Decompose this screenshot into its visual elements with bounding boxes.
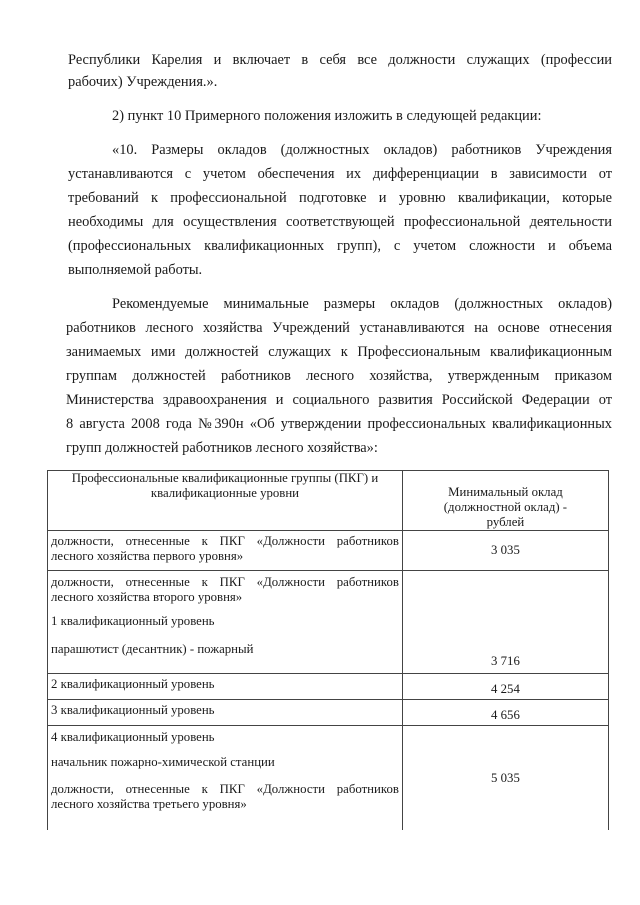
group-cell xyxy=(48,726,403,831)
header-text: квалификационные уровни xyxy=(150,486,300,500)
table-row xyxy=(48,726,609,831)
cell-text: 3 квалификационный уровень xyxy=(51,703,215,717)
group-cell xyxy=(48,531,403,571)
text-line: Республики Карелия и включает в себя все должности служащих (профессии xyxy=(68,52,612,68)
cell-text: 2 квалификационный уровень xyxy=(51,677,215,691)
cell-text: начальник пожарно-химической станции xyxy=(51,755,275,769)
cell-text: должности, отнесенные к ПКГ «Должности работников xyxy=(51,782,399,796)
header-text: Минимальный оклад xyxy=(448,485,563,499)
salary-cell xyxy=(402,571,608,674)
text-line: Министерства здравоохранения и социального развития Российской Федерации от xyxy=(66,392,612,408)
text-line: работников лесного хозяйства Учреждений устанавливаются на основе отнесения xyxy=(66,320,612,336)
text-line: устанавливаются с учетом обеспечения их дифференциации в зависимости от xyxy=(68,166,612,182)
header-cell-groups xyxy=(48,471,403,531)
text-line: рабочих) Учреждения.». xyxy=(68,74,218,90)
header-cell-salary xyxy=(402,471,608,531)
table-row xyxy=(48,531,609,571)
text-line: (профессиональных квалификационных групп), с учетом сложности и объема xyxy=(68,238,612,254)
table-row xyxy=(48,571,609,674)
text-line: «10. Размеры окладов (должностных окладов) работников Учреждения xyxy=(112,142,612,158)
text-line: 8 августа 2008 года №390н «Об утверждении профессиональных квалификационных xyxy=(66,416,612,432)
cell-text: лесного хозяйства третьего уровня» xyxy=(51,797,247,811)
group-cell xyxy=(48,674,403,700)
cell-text: лесного хозяйства первого уровня» xyxy=(51,549,244,563)
header-text: Профессиональные квалификационные группы (ПКГ) и xyxy=(71,471,379,485)
salary-table xyxy=(47,470,609,830)
salary-value: 4 254 xyxy=(491,682,520,696)
table-row xyxy=(48,700,609,726)
cell-text: 4 квалификационный уровень xyxy=(51,730,215,744)
text-line: 2) пункт 10 Примерного положения изложить в следующей редакции: xyxy=(112,108,542,124)
text-line: занимаемых ими должностей служащих к Профессиональным квалификационным xyxy=(66,344,612,360)
salary-value: 3 716 xyxy=(491,654,520,668)
salary-cell xyxy=(402,700,608,726)
salary-cell xyxy=(402,531,608,571)
cell-text: должности, отнесенные к ПКГ «Должности работников xyxy=(51,534,399,548)
cell-text: лесного хозяйства второго уровня» xyxy=(51,590,243,604)
table-header-row xyxy=(48,471,609,531)
table-row xyxy=(48,674,609,700)
text-line: требований к профессиональной подготовке и уровню квалификации, которые xyxy=(68,190,612,206)
text-line: группам должностей работников лесного хозяйства, утвержденным приказом xyxy=(66,368,612,384)
salary-value: 4 656 xyxy=(491,708,520,722)
text-line: групп должностей работников лесного хозяйства»: xyxy=(66,440,378,456)
salary-value: 5 035 xyxy=(491,770,520,785)
salary-value: 3 035 xyxy=(491,543,520,557)
text-line: Рекомендуемые минимальные размеры окладов (должностных окладов) xyxy=(112,296,612,312)
header-text: рублей xyxy=(486,515,525,529)
salary-cell xyxy=(402,674,608,700)
group-cell xyxy=(48,571,403,674)
salary-cell xyxy=(402,726,608,831)
header-text: (должностной оклад) - xyxy=(443,500,568,514)
text-line: необходимы для осуществления соответствующей профессиональной деятельности xyxy=(68,214,612,230)
group-cell xyxy=(48,700,403,726)
text-line: выполняемой работы. xyxy=(68,262,203,278)
cell-text: должности, отнесенные к ПКГ «Должности работников xyxy=(51,575,399,589)
cell-text: 1 квалификационный уровень xyxy=(51,614,215,628)
cell-text: парашютист (десантник) - пожарный xyxy=(51,642,254,656)
